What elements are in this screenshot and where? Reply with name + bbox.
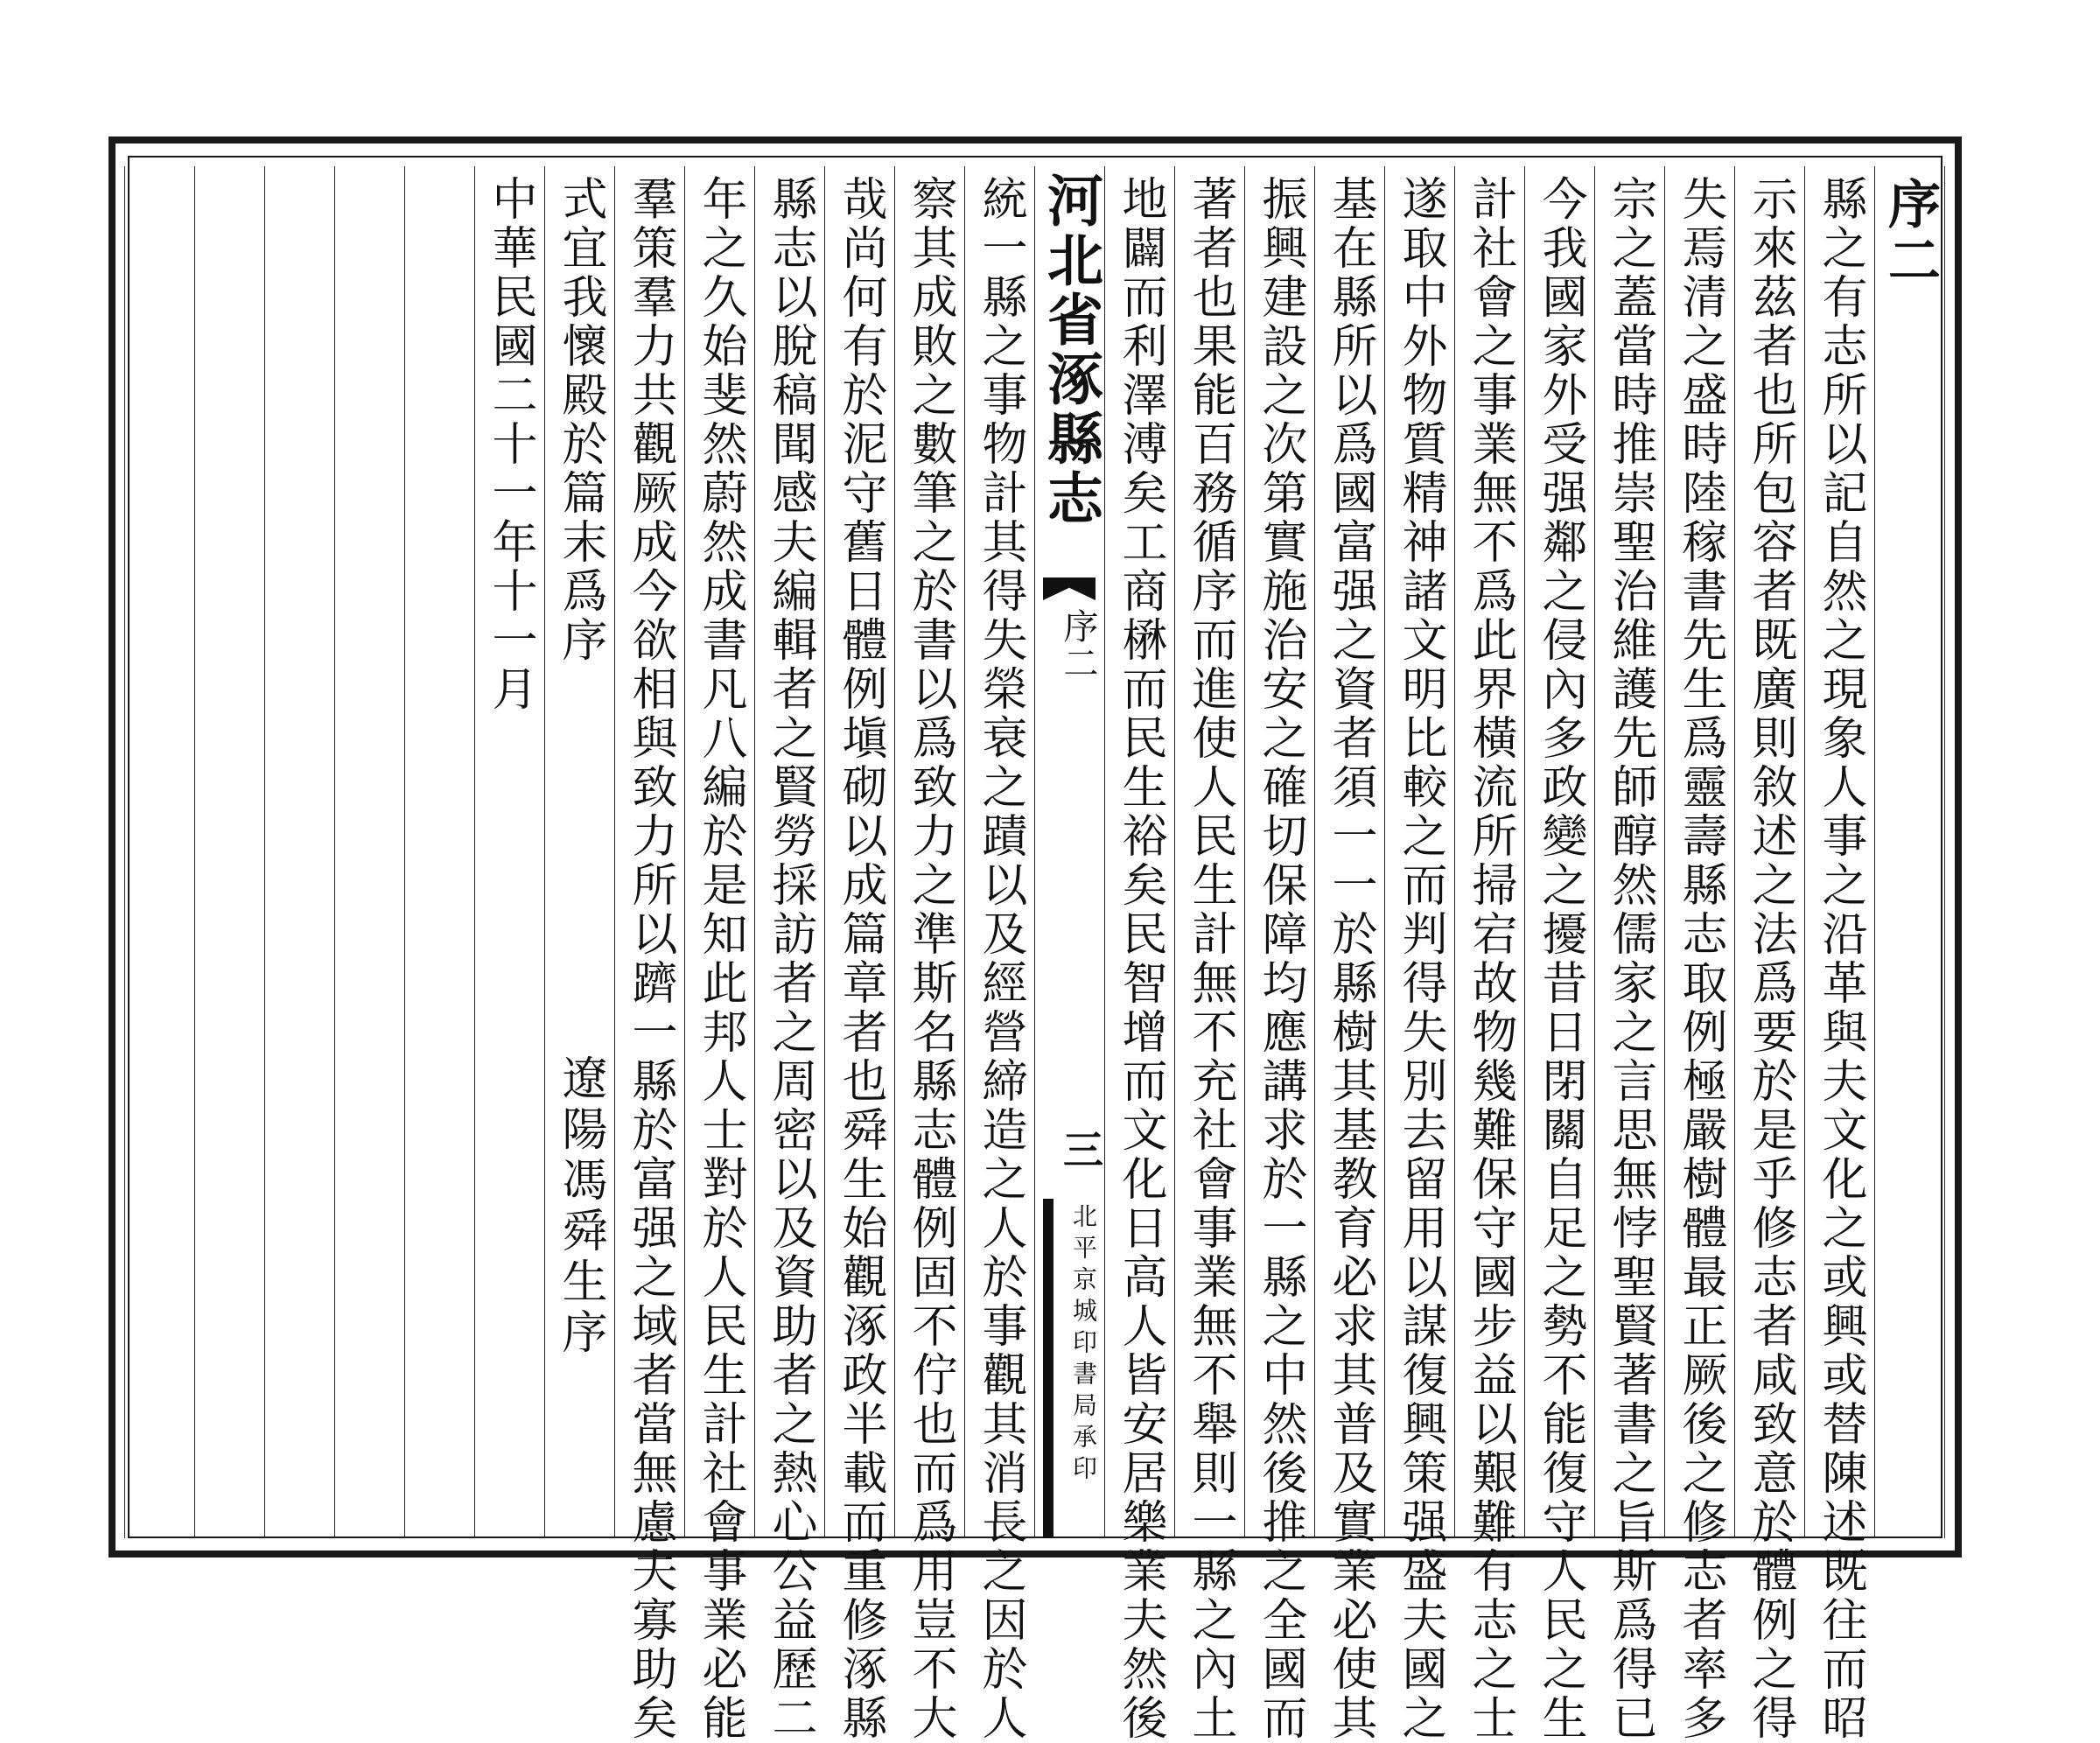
- text-column: 羣策羣力共觀厥成今欲相與致力所以躋一縣於富强之域者當無慮夫寡助矣: [624, 175, 676, 1743]
- column-rule: [334, 166, 335, 1538]
- column-rule: [1664, 166, 1665, 1538]
- column-rule: [1804, 166, 1805, 1538]
- column-rule: [1874, 166, 1875, 1538]
- column-rule: [124, 166, 125, 1538]
- text-column: 宗之蓋當時推崇聖治維護先師醇然儒家之言思無悖聖賢著書之旨斯爲得已: [1604, 175, 1656, 1743]
- section-label: 序二: [1058, 608, 1098, 682]
- column-rule: [1104, 166, 1105, 1538]
- text-column: 年之久始斐然蔚然成書凡八編於是知此邦人士對於人民生計社會事業必能: [694, 175, 746, 1743]
- text-column: 著者也果能百務循序而進使人民生計無不充社會事業無不舉則一縣之內土: [1184, 175, 1236, 1743]
- text-column: 察其成敗之數筆之於書以爲致力之準斯名縣志體例固不佇也而爲用豈不大: [904, 175, 956, 1743]
- text-column: 今我國家外受强鄰之侵內多政變之擾昔日閉關自足之勢不能復守人民之生: [1534, 175, 1586, 1743]
- text-column: 縣志以脫稿聞感夫編輯者之賢勞採訪者之周密以及資助者之熱心公益歷二: [764, 175, 816, 1743]
- text-column: 計社會之事業無不爲此界橫流所掃宕故物幾難保守國步益以艱難有志之士: [1464, 175, 1516, 1743]
- text-column: 示來茲者也所包容者既廣則敘述之法爲要於是乎修志者咸致意於體例之得: [1744, 175, 1796, 1743]
- column-rule: [1454, 166, 1455, 1538]
- column-rule: [1384, 166, 1385, 1538]
- text-column: 振興建設之次第實施治安之確切保障均應講求於一縣之中然後推之全國而: [1254, 175, 1306, 1743]
- text-column: 統一縣之事物計其得失榮衰之蹟以及經營締造之人於事觀其消長之因於人: [974, 175, 1026, 1743]
- column-rule: [544, 166, 545, 1538]
- heading: 序二: [1880, 177, 1941, 289]
- column-rule: [404, 166, 405, 1538]
- column-rule: [1244, 166, 1245, 1538]
- column-rule: [474, 166, 475, 1538]
- text-column: 中華民國二十一年十一月: [484, 175, 536, 714]
- text-column: 遂取中外物質精神諸文明比較之而判得失別去留用以謀復興策强盛夫國之: [1394, 175, 1446, 1743]
- column-rule: [894, 166, 895, 1538]
- page-number: 三: [1057, 1129, 1104, 1169]
- printer-credit: 北平京城印書局承印: [1069, 1203, 1098, 1487]
- printer-bar: [1043, 1199, 1054, 1538]
- column-rule: [1944, 166, 1945, 1538]
- column-rule: [1734, 166, 1735, 1538]
- column-rule: [1594, 166, 1595, 1538]
- column-rule: [194, 166, 195, 1538]
- text-column: 基在縣所以爲國富强之資者須一一於縣樹其基教育必求其普及實業必使其: [1324, 175, 1376, 1743]
- book-title: 河北省涿縣志: [1038, 172, 1103, 528]
- text-column: 式宜我懷殿於篇末爲序: [554, 175, 606, 665]
- column-rule: [1034, 166, 1035, 1538]
- text-column: 地闢而利澤溥矣工商楙而民生裕矣民智增而文化日高人皆安居樂業夫然後: [1114, 175, 1166, 1743]
- column-rule: [1174, 166, 1175, 1538]
- column-rule: [754, 166, 755, 1538]
- column-rule: [824, 166, 825, 1538]
- column-rule: [614, 166, 615, 1538]
- text-column: 哉尚何有於泥守舊日體例塡砌以成篇章者也舜生始觀涿政半載而重修涿縣: [834, 175, 886, 1743]
- column-rule: [264, 166, 265, 1538]
- text-column: 縣之有志所以記自然之現象人事之沿革與夫文化之或興或替陳述既往而昭: [1814, 175, 1866, 1743]
- column-rule: [964, 166, 965, 1538]
- column-rule: [1314, 166, 1315, 1538]
- text-column: 失焉清之盛時陸稼書先生爲靈壽縣志取例極嚴樹體最正厥後之修志者率多: [1674, 175, 1726, 1743]
- column-rule: [684, 166, 685, 1538]
- signature: 遼陽馮舜生序: [554, 1054, 606, 1359]
- column-rule: [1524, 166, 1525, 1538]
